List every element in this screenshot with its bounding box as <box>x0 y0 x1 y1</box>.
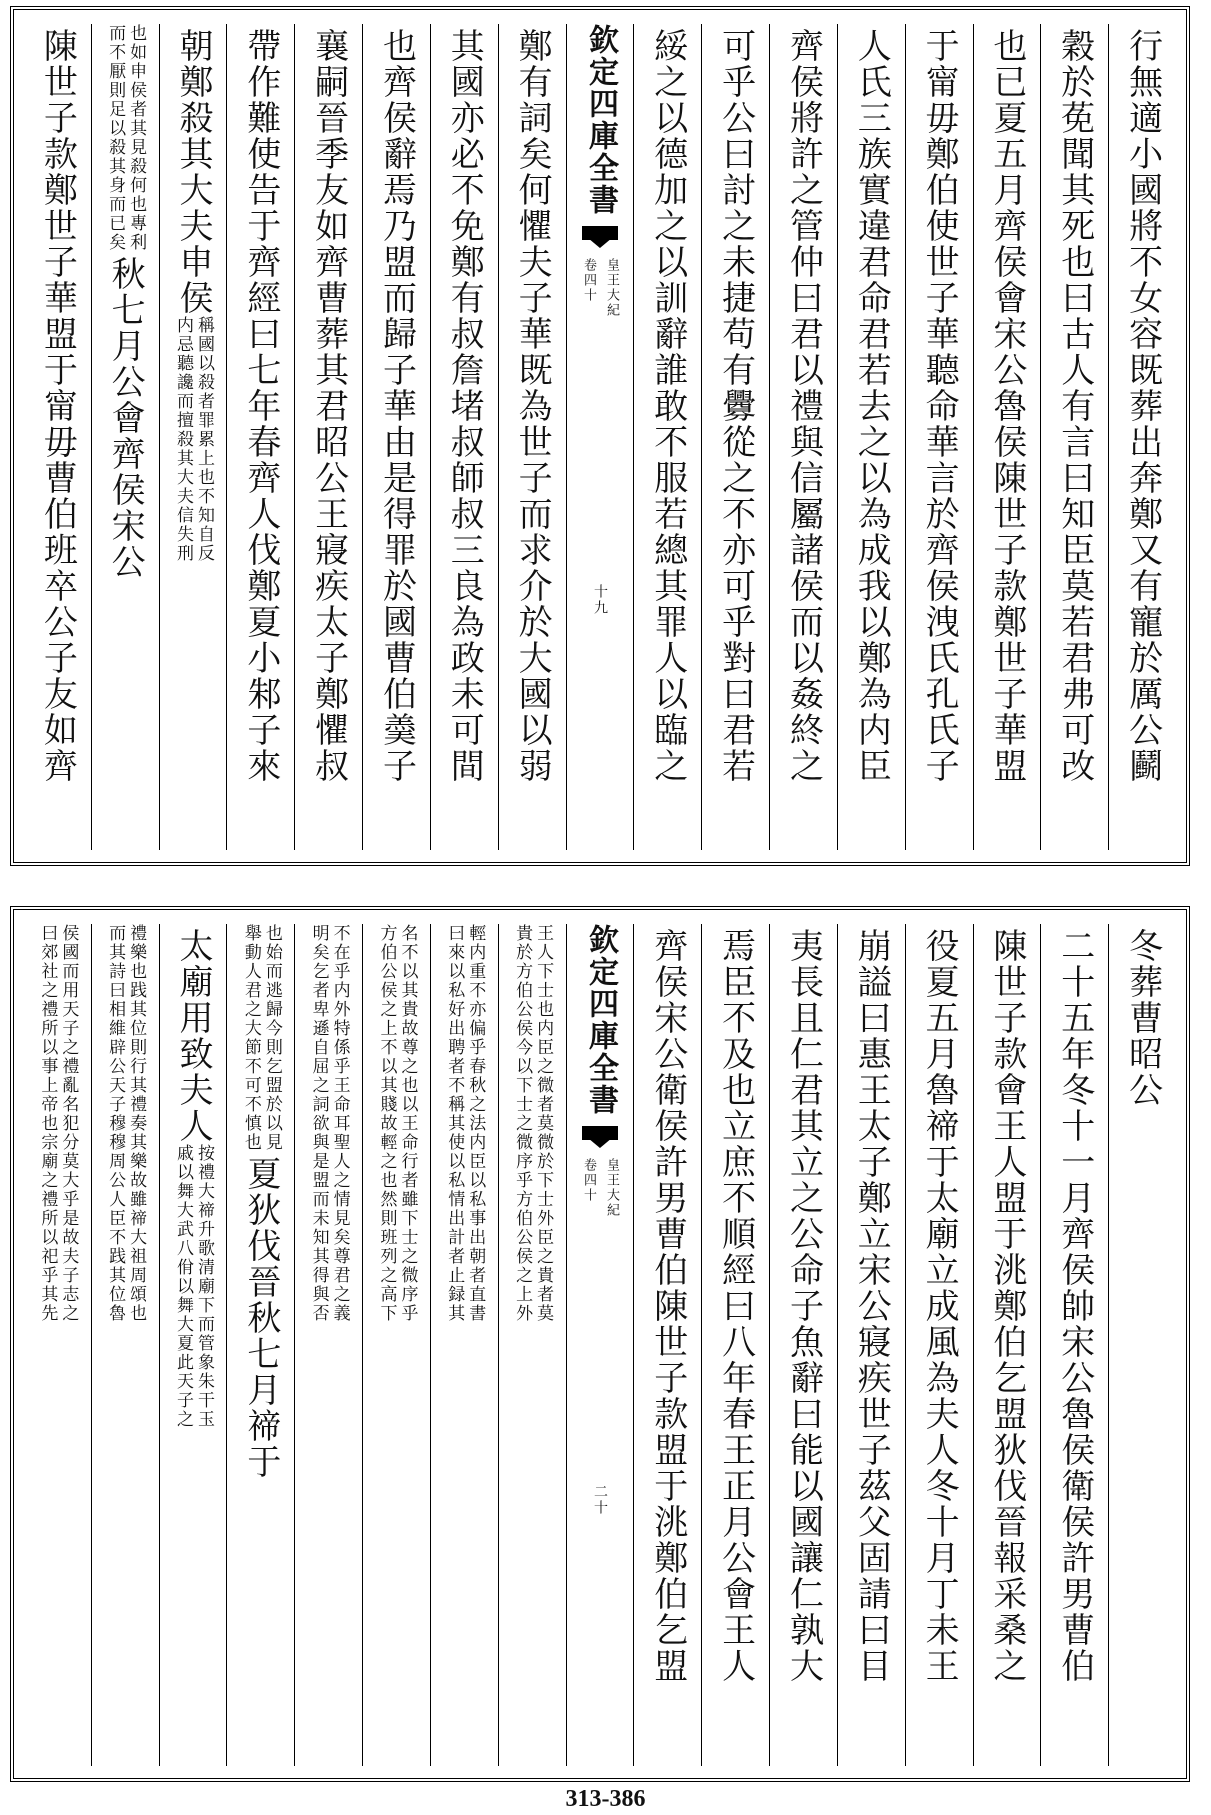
text-column <box>1108 24 1176 850</box>
commentary-line: 曰郊社之禮所以事上帝也宗廟之禮所以祀乎其先 <box>37 924 58 1323</box>
commentary-line: 貴於方伯公侯今以下士之微序乎方伯公侯之上外 <box>512 924 533 1323</box>
text-column <box>1040 24 1108 850</box>
text-column <box>362 924 430 1766</box>
band-title: 欽定四庫全書 <box>582 24 618 216</box>
text-column <box>837 924 905 1766</box>
main-text: 也已夏五月齊侯會宋公魯侯陳世子款鄭世子華盟 <box>986 28 1027 784</box>
commentary-line: 而不厭則足以殺其身而已矣 <box>105 24 126 252</box>
band-page-number: 十九 <box>591 584 608 616</box>
main-text: 二十五年冬十一月齊侯帥宋公魯侯衛侯許男曹伯 <box>1054 928 1095 1684</box>
text-column <box>498 24 566 850</box>
mixed-text <box>92 24 159 850</box>
band-page-number: 二十 <box>591 1484 608 1516</box>
fishtail-marker <box>582 1126 618 1152</box>
commentary-line: 稱國以殺者罪累上也不知自反 <box>193 316 214 563</box>
text-column <box>769 924 837 1766</box>
text-column <box>1108 924 1176 1766</box>
mixed-text <box>227 924 294 1766</box>
center-band <box>567 24 634 850</box>
main-text: 也齊侯辭焉乃盟而歸子華由是得罪於國曹伯羮子 <box>376 28 417 784</box>
text-column <box>430 24 498 850</box>
band-volume: 卷四十 <box>580 258 596 303</box>
commentary-line: 輕内重不亦偏乎春秋之法内臣以私事出朝者直書 <box>465 924 486 1323</box>
text-column <box>24 24 91 850</box>
mixed-text <box>160 924 227 1766</box>
main-text: 夏狄伐晉秋七月禘于 <box>240 1156 281 1480</box>
commentary-line: 不在乎内外特係乎王命耳聖人之情見矣尊君之義 <box>329 924 350 1323</box>
upper-page-frame <box>10 6 1190 866</box>
commentary-line: 内忌聽讒而擅殺其大夫信失刑 <box>172 316 193 563</box>
main-text: 陳世子款鄭世子華盟于甯毋曹伯班卒公子友如齊 <box>37 28 78 784</box>
band-book-info <box>579 258 621 318</box>
commentary-line: 也如申侯者其見殺何也專利 <box>126 24 147 252</box>
commentary-text <box>363 924 430 1766</box>
commentary-line: 按禮大禘升歌清廟下而管象朱干玉 <box>193 1144 214 1429</box>
commentary-line: 王人下士也内臣之微者莫微於下士外臣之貴者莫 <box>533 924 554 1323</box>
center-band <box>567 924 634 1766</box>
lower-text-columns <box>24 924 1176 1766</box>
commentary-text <box>242 924 280 1152</box>
text-column <box>159 924 227 1766</box>
band-book-info <box>579 1158 621 1218</box>
commentary-text <box>174 1144 212 1429</box>
text-column <box>905 924 973 1766</box>
text-column <box>294 924 362 1766</box>
text-column <box>633 24 701 850</box>
main-text: 焉臣不及也立庶不順經曰八年春王正月公會王人 <box>715 928 756 1684</box>
main-text: 冬葬曹昭公 <box>1122 928 1163 1108</box>
main-text: 其國亦必不免鄭有叔詹堵叔師叔三良為政未可間 <box>444 28 485 784</box>
band-book-title: 皇王大紀 <box>603 1158 619 1218</box>
text-column <box>498 924 566 1766</box>
text-column <box>905 24 973 850</box>
footer-page-number: 313-386 <box>565 1786 646 1812</box>
main-text: 穀於莬聞其死也曰古人有言曰知臣莫若君弗可改 <box>1054 28 1095 784</box>
main-text: 行無適小國將不女容既葬出奔鄭又有寵於厲公鬬 <box>1122 28 1163 784</box>
text-column <box>769 24 837 850</box>
commentary-line: 而其詩曰相維辟公天子穆穆周公人臣不践其位魯 <box>105 924 126 1323</box>
text-column <box>837 24 905 850</box>
main-text: 朝鄭殺其大夫申侯 <box>172 28 213 316</box>
main-text: 可乎公曰討之未捷苟有釁從之不亦可乎對曰君若 <box>715 28 756 784</box>
main-text: 崩謚曰惠王太子鄭立宋公寢疾世子茲父固請曰目 <box>851 928 892 1684</box>
text-column <box>226 924 294 1766</box>
fishtail-marker <box>582 226 618 252</box>
main-text: 秋七月公會齊侯宋公 <box>105 256 146 580</box>
commentary-line: 舉動人君之大節不可不慎也 <box>240 924 261 1152</box>
main-text: 于甯毋鄭伯使世子華聽命華言於齊侯洩氏孔氏子 <box>919 28 960 784</box>
commentary-line: 曰來以私好出聘者不稱其使以私情出計者止録其 <box>444 924 465 1323</box>
text-column <box>159 24 227 850</box>
text-column <box>226 24 294 850</box>
commentary-line: 戚以舞大武八佾以舞大夏此天子之 <box>172 1144 193 1429</box>
text-column <box>91 24 159 850</box>
main-text: 陳世子款會王人盟于洮鄭伯乞盟狄伐晉報采桑之 <box>986 928 1027 1684</box>
upper-text-columns <box>24 24 1176 850</box>
text-column <box>430 924 498 1766</box>
text-column <box>1040 924 1108 1766</box>
text-column <box>24 924 91 1766</box>
commentary-line: 名不以其貴故尊之也以王命行者雖下士之微序乎 <box>397 924 418 1323</box>
text-column <box>566 24 634 850</box>
commentary-text <box>24 924 91 1766</box>
text-column <box>362 24 430 850</box>
text-column <box>294 24 362 850</box>
band-book-title: 皇王大紀 <box>603 258 619 318</box>
main-text: 役夏五月魯禘于太廟立成風為夫人冬十月丁未王 <box>919 928 960 1684</box>
commentary-line: 明矣乞者卑遜自屈之詞欲與是盟而未知其得與否 <box>308 924 329 1323</box>
mixed-text <box>160 24 227 850</box>
main-text: 齊侯將許之管仲曰君以禮與信屬諸侯而以姦終之 <box>783 28 824 784</box>
main-text: 綏之以德加之以訓辭誰敢不服若總其罪人以臨之 <box>647 28 688 784</box>
text-column <box>701 24 769 850</box>
commentary-text <box>431 924 498 1766</box>
commentary-line: 禮樂也践其位則行其禮奏其樂故雖禘大祖周頌也 <box>126 924 147 1323</box>
commentary-text <box>92 924 159 1766</box>
text-column <box>701 924 769 1766</box>
commentary-line: 侯國而用天子之禮亂名犯分莫大乎是故夫子志之 <box>58 924 79 1323</box>
text-column <box>973 924 1041 1766</box>
commentary-text <box>174 316 212 563</box>
text-column <box>633 924 701 1766</box>
main-text: 襄嗣晉季友如齊曹葬其君昭公王寢疾太子鄭懼叔 <box>308 28 349 784</box>
commentary-line: 也始而逃歸今則乞盟於以見 <box>261 924 282 1152</box>
lower-page-frame <box>10 906 1190 1782</box>
main-text: 齊侯宋公衛侯許男曹伯陳世子款盟于洮鄭伯乞盟 <box>647 928 688 1684</box>
main-text: 鄭有詞矣何懼夫子華既為世子而求介於大國以弱 <box>512 28 553 784</box>
text-column <box>566 924 634 1766</box>
commentary-text <box>105 24 147 252</box>
main-text: 太廟用致夫人 <box>172 928 213 1144</box>
text-column <box>91 924 159 1766</box>
main-text: 帶作難使告于齊經曰七年春齊人伐鄭夏小邾子來 <box>240 28 281 784</box>
commentary-line: 方伯公侯之上不以其賤故輕之也然則班列之高下 <box>376 924 397 1323</box>
commentary-text <box>499 924 566 1766</box>
commentary-text <box>295 924 362 1766</box>
main-text: 人氏三族實違君命君若去之以為成我以鄭為内臣 <box>851 28 892 784</box>
text-column <box>973 24 1041 850</box>
band-title: 欽定四庫全書 <box>582 924 618 1116</box>
main-text: 夷長且仁君其立之公命子魚辭曰能以國讓仁孰大 <box>783 928 824 1684</box>
band-volume: 卷四十 <box>580 1158 596 1203</box>
